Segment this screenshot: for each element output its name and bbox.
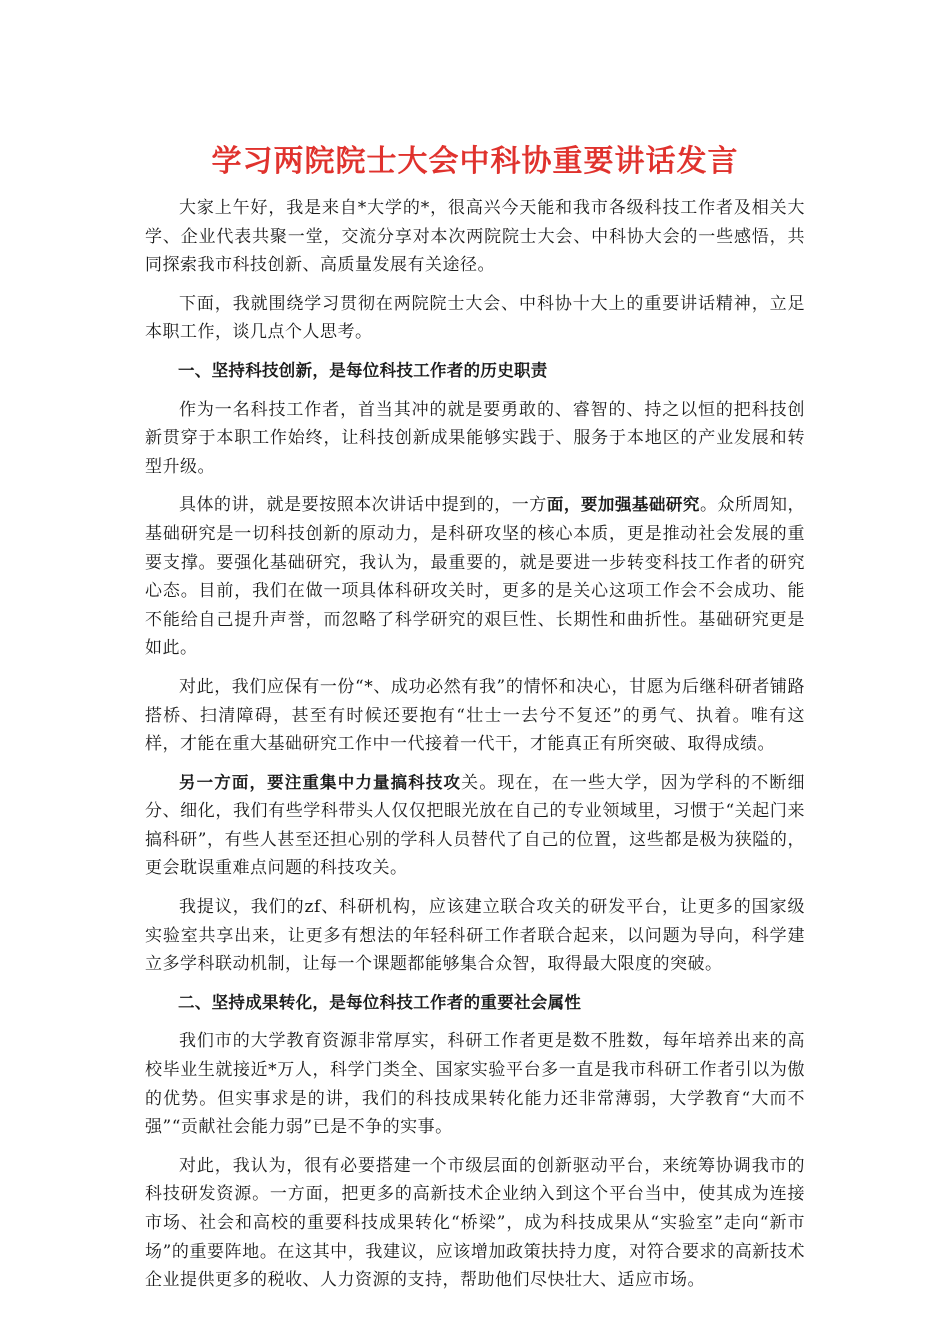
paragraph-intro: 下面，我就围绕学习贯彻在两院院士大会、中科协十大上的重要讲话精神，立足本职工作，谈几点个人思考。 bbox=[145, 293, 805, 343]
paragraph-joint-research-emphasis: 另一方面，要注重集中力量搞科技攻 bbox=[179, 772, 462, 792]
paragraph-basic-research-emphasis: 面，要加强基础研究 bbox=[546, 495, 700, 515]
paragraph-education-resources: 我们市的大学教育资源非常厚实，科研工作者更是数不胜数，每年培养出来的高校毕业生就接近*万人，科学门类全、国家实验平台多一直是我市科研工作者引以为傲的优势。但实事求是的讲，我们的科技成果转化能力还非常薄弱，大学教育“大而不强”“贡献社会能力弱”已是不争的实事。 bbox=[145, 1031, 805, 1138]
document-page bbox=[145, 140, 805, 1305]
paragraph-commitment: 对此，我们应保有一份“*、成功必然有我”的情怀和决心，甘愿为后继科研者铺路搭桥、扫清障碍，甚至有时候还要抱有“壮士一去兮不复还”的勇气、执着。唯有这样，才能在重大基础研究工作中一代接着一代干，才能真正有所突破、取得成绩。 bbox=[145, 676, 805, 755]
section-heading-2: 二、坚持成果转化，是每位科技工作者的重要社会属性 bbox=[178, 992, 582, 1012]
paragraph-basic-research-body: 。众所周知，基础研究是一切科技创新的原动力，是科研攻坚的核心本质，更是推动社会发展的重要支撑。要强化基础研究，我认为，最重要的，就是要进一步转变科技工作者的研究心态。目前，我们在做一项具体科研攻关时，更多的是关心这项工作会不会成功、能不能给自己提升声誉，而忽略了科学研究的艰巨性、长期性和曲折性。基础研究更是如此。 bbox=[145, 495, 806, 659]
paragraph-platform: 对此，我认为，很有必要搭建一个市级层面的创新驱动平台，来统筹协调我市的科技研发资源。一方面，把更多的高新技术企业纳入到这个平台当中，使其成为连接市场、社会和高校的重要科技成果转化“桥梁”，成为科技成果从“实验室”走向“新市场”的重要阵地。在这其中，我建议，应该增加政策扶持力度，对符合要求的高新技术企业提供更多的税收、人力资源的支持，帮助他们尽快壮大、适应市场。 bbox=[145, 1155, 805, 1291]
paragraph-basic-research-lead: 具体的讲，就是要按照本次讲话中提到的，一方 bbox=[179, 495, 547, 516]
paragraph-innovation: 作为一名科技工作者，首当其冲的就是要勇敢的、睿智的、持之以恒的把科技创新贯穿于本职工作始终，让科技创新成果能够实践于、服务于本地区的产业发展和转型升级。 bbox=[145, 399, 805, 477]
paragraph-joint-research bbox=[145, 769, 805, 883]
paragraph-greeting: 大家上午好，我是来自*大学的*，很高兴今天能和我市各级科技工作者及相关大学、企业代表共聚一堂，交流分享对本次两院院士大会、中科协大会的一些感悟，共同探索我市科技创新、高质量发展有关途径。 bbox=[145, 198, 805, 276]
section-heading-1: 一、坚持科技创新，是每位科技工作者的历史职责 bbox=[178, 360, 548, 380]
document-title: 学习两院院士大会中科协重要讲话发言 bbox=[211, 144, 739, 179]
paragraph-basic-research bbox=[145, 491, 805, 663]
paragraph-joint-research-body: 关。现在，在一些大学，因为学科的不断细分、细化，我们有些学科带头人仅仅把眼光放在自己的专业领域里，习惯于“关起门来搞科研”，有些人甚至还担心别的学科人员替代了自己的位置，这些都是极为狭隘的，更会耽误重难点问题的科技攻关。 bbox=[145, 772, 806, 879]
paragraph-proposal: 我提议，我们的zf、科研机构，应该建立联合攻关的研发平台，让更多的国家级实验室共享出来，让更多有想法的年轻科研工作者联合起来，以问题为导向，科学建立多学科联动机制，让每一个课题都能够集合众智，取得最大限度的突破。 bbox=[145, 897, 805, 975]
